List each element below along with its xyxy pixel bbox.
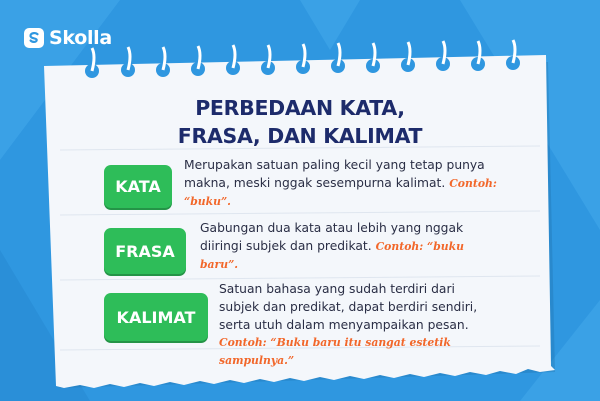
desc-frasa: [200, 219, 500, 274]
example-text: Contoh: “Buku baru itu sangat estetik sampulnya.”: [219, 336, 451, 367]
desc-line: [200, 237, 500, 256]
example-text: baru”.: [200, 258, 239, 271]
badge-frasa: FRASA: [104, 228, 186, 274]
badge-kata: KATA: [104, 165, 172, 208]
desc-kata: [184, 156, 514, 211]
desc-line: serta utuh dalam menyampaikan pesan.: [219, 318, 469, 332]
title-line-1: PERBEDAAN KATA,: [195, 96, 405, 120]
example-text: “buku”.: [184, 195, 231, 208]
desc-kalimat: [219, 280, 499, 370]
desc-line: Gabungan dua kata atau lebih yang nggak: [200, 221, 464, 235]
desc-line: [184, 174, 514, 193]
desc-line-text: diiringi subjek dan predikat.: [200, 239, 376, 253]
brand-name: Skolla: [49, 27, 112, 49]
title-line-2: FRASA, DAN KALIMAT: [177, 124, 423, 148]
example-label: Contoh:: [449, 177, 497, 190]
example-label: Contoh: “buku: [375, 240, 464, 253]
desc-line-text: makna, meski nggak sesempurna kalimat.: [184, 176, 450, 190]
desc-line: Merupakan satuan paling kecil yang tetap punya: [184, 158, 485, 172]
desc-line: subjek dan predikat, dapat berdiri sendiri,: [219, 300, 478, 314]
desc-line: Satuan bahasa yang sudah terdiri dari: [219, 282, 455, 296]
badge-kalimat: KALIMAT: [104, 293, 208, 341]
